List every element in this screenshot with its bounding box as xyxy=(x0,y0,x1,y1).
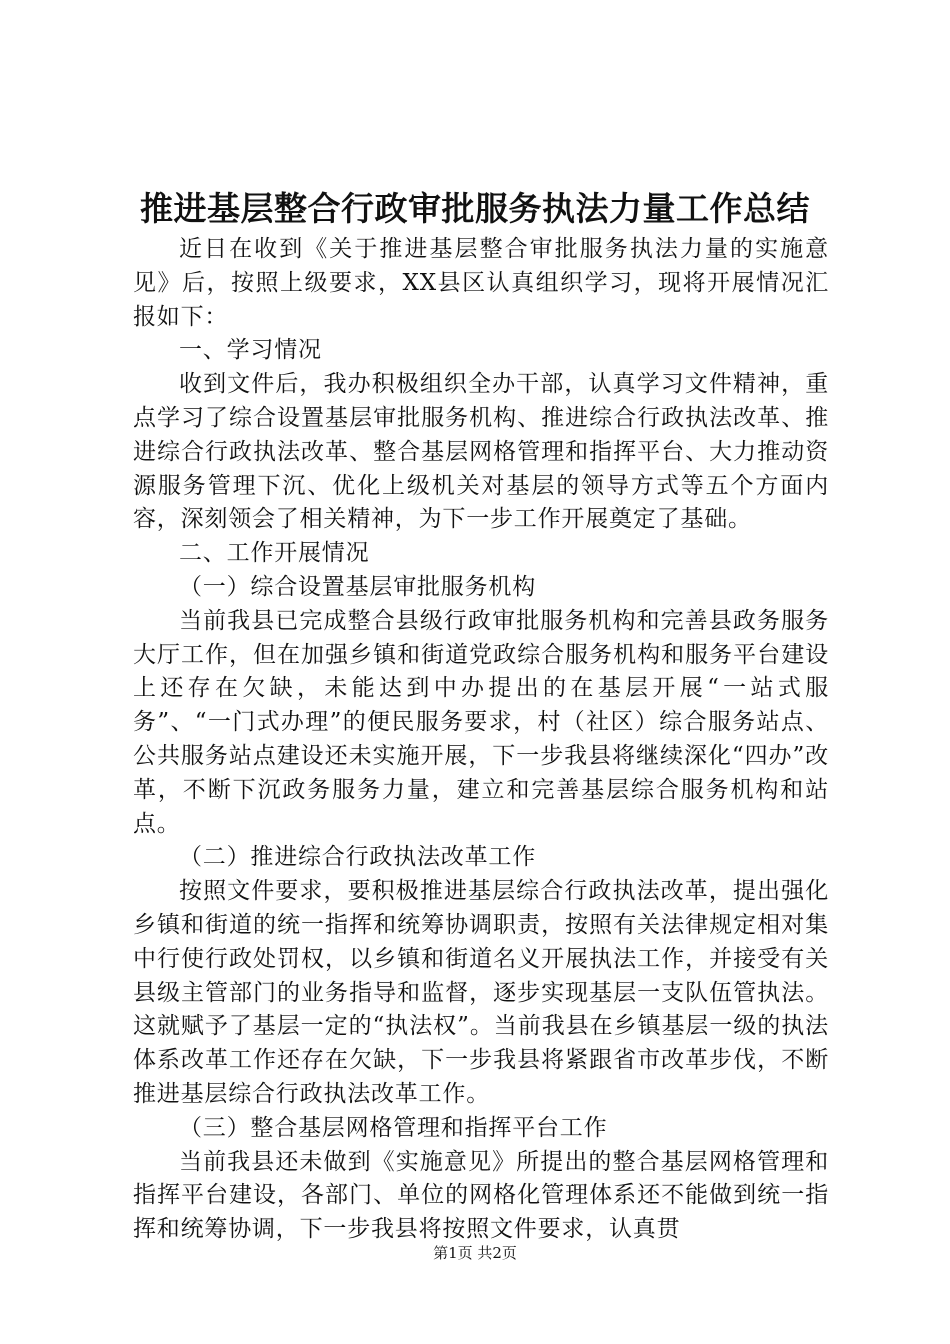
subsection-heading-3: （三）整合基层网格管理和指挥平台工作 xyxy=(179,1114,608,1141)
subsection-paragraph-3: 当前我县还未做到《实施意见》所提出的整合基层网格管理和指挥平台建设，各部门、单位的网格化管理体系还不能做到统一指挥和统筹协调，下一步我县将按照文件要求，认真贯 xyxy=(133,1148,829,1243)
subsection-heading-2: （二）推进综合行政执法改革工作 xyxy=(179,844,536,871)
page-footer: 第1页 共2页 xyxy=(433,1244,517,1262)
document-body xyxy=(133,233,829,1247)
subsection-paragraph-1: 当前我县已完成整合县级行政审批服务机构和完善县政务服务大厅工作，但在加强乡镇和街道党政综合服务机构和服务平台建设上还存在欠缺，未能达到中办提出的在基层开展“一站式服务”、“一门式办理”的便民服务要求，村（社区）综合服务站点、公共服务站点建设还未实施开展，下一步我县将继续深化“四办”改革，不断下沉政务服务力量，建立和完善基层综合服务机构和站点。 xyxy=(133,607,829,837)
study-paragraph: 收到文件后，我办积极组织全办干部，认真学习文件精神，重点学习了综合设置基层审批服务机构、推进综合行政执法改革、推进综合行政执法改革、整合基层网格管理和指挥平台、大力推动资源服务管理下沉、优化上级机关对基层的领导方式等五个方面内容，深刻领会了相关精神，为下一步工作开展奠定了基础。 xyxy=(133,371,829,533)
section-heading-work: 二、工作开展情况 xyxy=(179,540,370,567)
subsection-paragraph-2: 按照文件要求，要积极推进基层综合行政执法改革，提出强化乡镇和街道的统一指挥和统筹协调职责，按照有关法律规定相对集中行使行政处罚权，以乡镇和街道名义开展执法工作，并接受有关县级主管部门的业务指导和监督，逐步实现基层一支队伍管执法。这就赋予了基层一定的“执法权”。当前我县在乡镇基层一级的执法体系改革工作还存在欠缺，下一步我县将紧跟省市改革步伐，不断推进基层综合行政执法改革工作。 xyxy=(133,878,829,1107)
subsection-heading-1: （一）综合设置基层审批服务机构 xyxy=(179,573,536,600)
intro-paragraph: 近日在收到《关于推进基层整合审批服务执法力量的实施意见》后，按照上级要求，XX县区认真组织学习，现将开展情况汇报如下： xyxy=(133,236,829,330)
document-title: 推进基层整合行政审批服务执法力量工作总结 xyxy=(140,189,810,228)
section-heading-study: 一、学习情况 xyxy=(179,337,322,364)
